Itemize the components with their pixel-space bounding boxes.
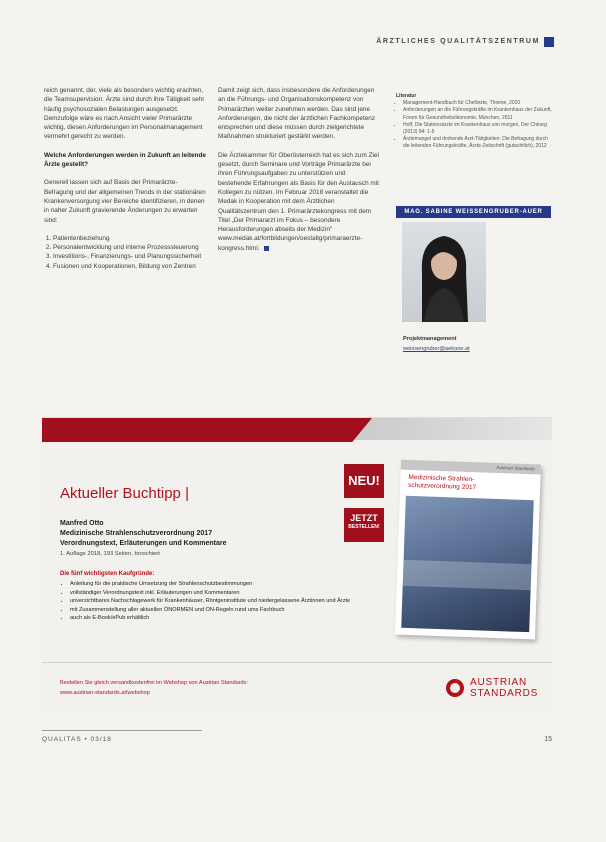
- order-now-label: JETZT: [350, 513, 378, 523]
- ad-features-list: [60, 580, 350, 623]
- austrian-standards-logo: [446, 677, 546, 699]
- order-now-sublabel: BESTELLEN!: [348, 524, 380, 530]
- ad-divider: [42, 662, 552, 663]
- references-title: Literatur: [396, 93, 417, 99]
- footer-publication: QUALITAS • 03/18: [42, 736, 112, 743]
- list-item: 1. Patientenbeziehung: [53, 234, 206, 243]
- header-square-icon: [544, 37, 554, 47]
- list-item: • Anleitung für die praktische Umsetzung der Strahlenschutzbestimmungen: [70, 580, 350, 589]
- ad-webshop-link[interactable]: www.austrian-standards.at/webshop: [60, 690, 150, 696]
- reference-item: • Management-Handbuch für Chefärzte, Thieme, 2010: [403, 100, 554, 107]
- references-list: [396, 100, 554, 150]
- ad-red-banner: [42, 418, 372, 442]
- ad-features-title: Die fünf wichtigsten Kaufgründe:: [60, 571, 155, 577]
- ad-author: Manfred Otto: [60, 520, 104, 527]
- col1-paragraph-1: reich genannt, der, viele als besonders wichtig erachten, die Teamsupervision. Ärzte sind durch ihre Tätigkeit sehr häufig psychosozialen Belastungen ausgesetzt. Demzufolge wäre es nach Ansicht vieler Primarärzte wichtig, diesen Anforderungen im Personalmanagement vermehrt gerecht zu werden.: [44, 87, 205, 141]
- ad-book-subtitle: Verordnungstext, Erläuterungen und Kommentare: [60, 540, 227, 547]
- col1-list: [44, 234, 206, 271]
- order-now-button[interactable]: [344, 508, 384, 542]
- ad-edition-info: 1. Auflage 2018, 193 Seiten, broschiert: [60, 551, 160, 557]
- col2-paragraph-2: Die Ärztekammer für Oberösterreich hat es sich zum Ziel gesetzt, durch Seminare und Vorträge Primarärzte bei ihren Führungsaufgaben zu unterstützen und bestehende Erfahrungen als Basis für den Austausch mit Kollegen zu nützen. Im Februar 2018 veranstaltet die Medak in Kooperation mit dem Ärztlichen Qualitätszentrum den 1. Primarärztekongress mit dem Titel „Der Primararzt im Fokus – besondere Herausforderungen abseits der Medizin“ www.medak.at/fortbildungen/oestaltg/primaraerzte-kongress.html.: [218, 151, 379, 252]
- references-box: [396, 93, 554, 151]
- ad-order-text: Bestellen Sie gleich versandkostenfrei im Webshop von Austrian Standards:: [60, 680, 249, 686]
- logo-text-line-2: STANDARDS: [470, 688, 539, 699]
- book-cover-photo-highlight: [403, 560, 532, 590]
- book-advertisement: [42, 417, 552, 712]
- book-cover-logo: Austrian Standards: [496, 464, 535, 472]
- list-item: 4. Fusionen und Kooperationen, Bildung von Zentren: [53, 262, 206, 271]
- footer-divider: [42, 730, 202, 731]
- portrait-illustration: [402, 222, 486, 322]
- book-cover-photo: [401, 496, 534, 632]
- list-item: • auch als E-Book/ePub erhältlich: [70, 614, 350, 623]
- list-item: • vollständiger Verordnungstext inkl. Erläuterungen und Kommentaren: [70, 589, 350, 598]
- ad-title: Aktueller Buchtipp |: [60, 485, 189, 502]
- logo-mark-icon: [446, 679, 464, 697]
- end-mark-icon: [264, 246, 269, 251]
- section-header-title: ÄRZTLICHES QUALITÄTSZENTRUM: [376, 38, 540, 45]
- book-cover-title-line-2: schutzverordnung 2017: [408, 481, 477, 492]
- col2-paragraph-1: Damit zeigt sich, dass insbesondere die Anforderungen an die Führungs- und Organisationskompetenz von Primarärzten weiter zunehmen werden. Das sind jene Anforderungen, die nicht der ärztlichen Fachkompetenz entsprechen und diese müssen durch zielgerichtete Maßnahmen strukturiert gestärkt werden.: [218, 87, 376, 141]
- list-item: 2. Personalentwicklung und interne Prozesssteuerung: [53, 243, 206, 252]
- reference-item: • Anforderungen an die Führungskräfte im Krankenhaus der Zukunft, Forum für Gesundheitsökonomie, München, 2011: [403, 107, 554, 121]
- list-item: • unverzichtbares Nachschlagewerk für Krankenhäuser, Röntgeninstitute und niedergelassene Ärztinnen und Ärzte: [70, 597, 350, 606]
- book-cover: [395, 460, 541, 640]
- book-cover-title-line-1: Medizinische Strahlen-: [408, 473, 475, 484]
- col1-question-heading: Welche Anforderungen werden in Zukunft an leitende Ärzte gestellt?: [44, 151, 206, 169]
- page-number: 15: [544, 736, 552, 743]
- reference-item: • Hoff, Die Stationsärzte im Krankenhaus von morgen, Der Chirurg (2013) 84: 1-5: [403, 122, 554, 136]
- list-item: 3. Investitions-, Finanzierungs- und Planungssicherheit: [53, 252, 206, 261]
- reference-item: • Ärztemangel und drohende Arzt-Tätigkeiten: Die Befragung durch die leitenden Führungskräfte, Ärzte-Zeitschrift (gutachtlich), 2012: [403, 136, 554, 150]
- author-role: Projektmanagement: [403, 336, 457, 342]
- list-item: • mit Zusammenstellung aller aktuellen ÖNORMEN und ON-Regeln rund ums Fachbuch: [70, 606, 350, 615]
- ad-book-title: Medizinische Strahlenschutzverordnung 2017: [60, 530, 213, 537]
- article-column-1: [44, 86, 206, 271]
- col1-paragraph-2: Generell lassen sich auf Basis der Primarärzte-Befragung und der allgemeinen Trends in der stationären Krankenversorgung vier Bereiche identifizieren, in denen in naher Zukunft gravierende Änderungen zu erwarten sind:: [44, 179, 206, 224]
- author-portrait: [402, 222, 486, 322]
- author-name-bar: MAG. SABINE WEISSENGRUBER-AUER: [396, 206, 551, 218]
- logo-text-line-1: AUSTRIAN: [470, 677, 527, 688]
- new-badge: NEU!: [344, 464, 384, 498]
- article-column-2: [218, 86, 380, 262]
- author-email-link[interactable]: weissengruber@aekooe.at: [403, 346, 470, 352]
